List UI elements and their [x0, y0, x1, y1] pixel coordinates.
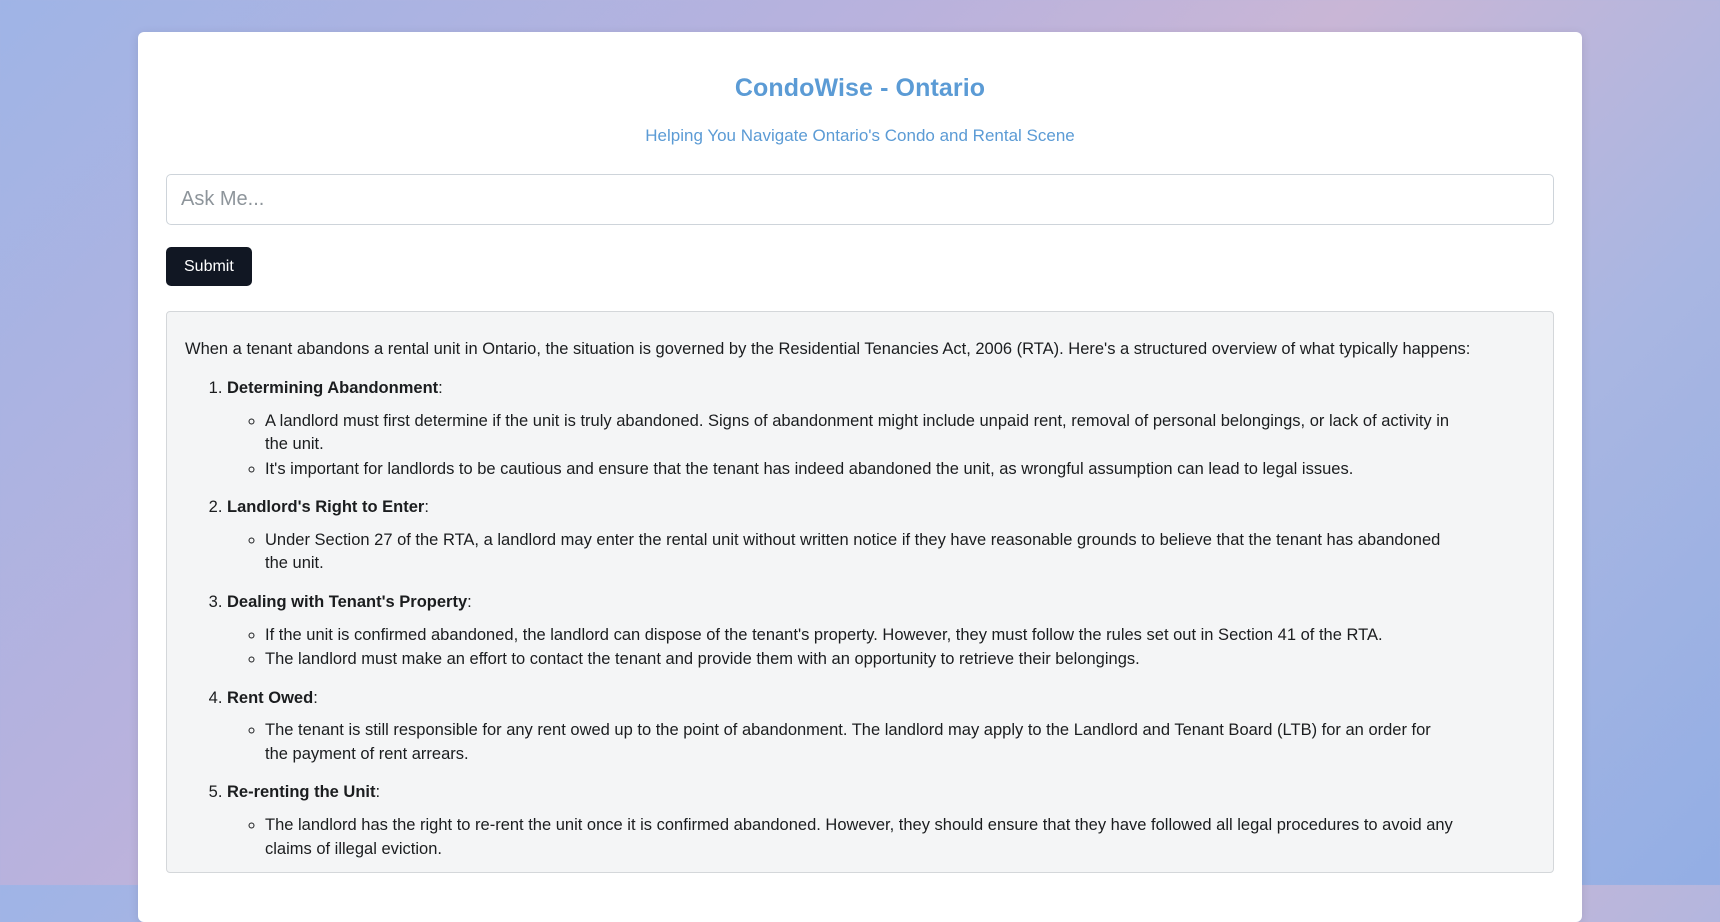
- list-item: ◦ A landlord must first determine if the unit is truly abandoned. Signs of abandonment might include unpaid rent, removal of personal belongings, or lack of activity in the unit.: [265, 410, 1455, 457]
- step-title: Landlord's Right to Enter: [227, 497, 425, 516]
- step-title: Dealing with Tenant's Property: [227, 592, 468, 611]
- search-row: [166, 146, 1554, 225]
- step-details-list: [227, 410, 1523, 481]
- list-item: [227, 591, 1523, 672]
- app-content: [138, 32, 1582, 873]
- list-item: [227, 781, 1523, 861]
- list-item: ◦ The landlord must make an effort to contact the tenant and provide them with an opportunity to retrieve their belongings.: [265, 648, 1455, 671]
- step-details-list: [227, 814, 1523, 861]
- step-title: Rent Owed: [227, 688, 314, 707]
- step-colon: :: [313, 688, 318, 707]
- step-title: Re-renting the Unit: [227, 783, 376, 802]
- step-colon: :: [438, 378, 443, 397]
- step-details-list: [227, 624, 1523, 672]
- list-item: ◦ The tenant is still responsible for any rent owed up to the point of abandonment. The landlord may apply to the Landlord and Tenant Board (LTB) for an order for the payment of rent arrears.: [265, 719, 1455, 766]
- answer-panel: [166, 311, 1554, 873]
- page-subtitle: Helping You Navigate Ontario's Condo and Rental Scene: [645, 126, 1075, 145]
- answer-steps-list: [185, 377, 1523, 861]
- step-colon: :: [424, 497, 429, 516]
- submit-row: [166, 225, 1554, 286]
- answer-scroll-area[interactable]: [167, 312, 1553, 872]
- step-details-list: [227, 719, 1523, 766]
- list-item: ◦ If the unit is confirmed abandoned, the landlord can dispose of the tenant's property. However, they must follow the rules set out in Section 41 of the RTA.: [265, 624, 1455, 647]
- step-details-list: [227, 529, 1523, 576]
- page-title: CondoWise - Ontario: [734, 74, 986, 102]
- list-item: ◦ Under Section 27 of the RTA, a landlord may enter the rental unit without written notice if they have reasonable grounds to believe that the tenant has abandoned the unit.: [265, 529, 1455, 576]
- list-item: ◦ The landlord has the right to re-rent the unit once it is confirmed abandoned. However, they should ensure that they have followed all legal procedures to avoid any claims of illegal eviction.: [265, 814, 1455, 861]
- list-item: [227, 687, 1523, 767]
- answer-intro: When a tenant abandons a rental unit in Ontario, the situation is governed by the Residential Tenancies Act, 2006 (RTA). Here's a structured overview of what typically happens:: [185, 340, 1471, 359]
- list-item: [227, 377, 1523, 481]
- app-card: [138, 32, 1582, 922]
- step-colon: :: [467, 592, 472, 611]
- step-title: Determining Abandonment: [227, 378, 439, 397]
- step-colon: :: [375, 783, 381, 802]
- list-item: ◦ It's important for landlords to be cautious and ensure that the tenant has indeed abandoned the unit, as wrongful assumption can lead to legal issues.: [265, 458, 1455, 481]
- list-item: [227, 496, 1523, 576]
- search-input[interactable]: [166, 174, 1554, 225]
- submit-button[interactable]: Submit: [166, 247, 252, 286]
